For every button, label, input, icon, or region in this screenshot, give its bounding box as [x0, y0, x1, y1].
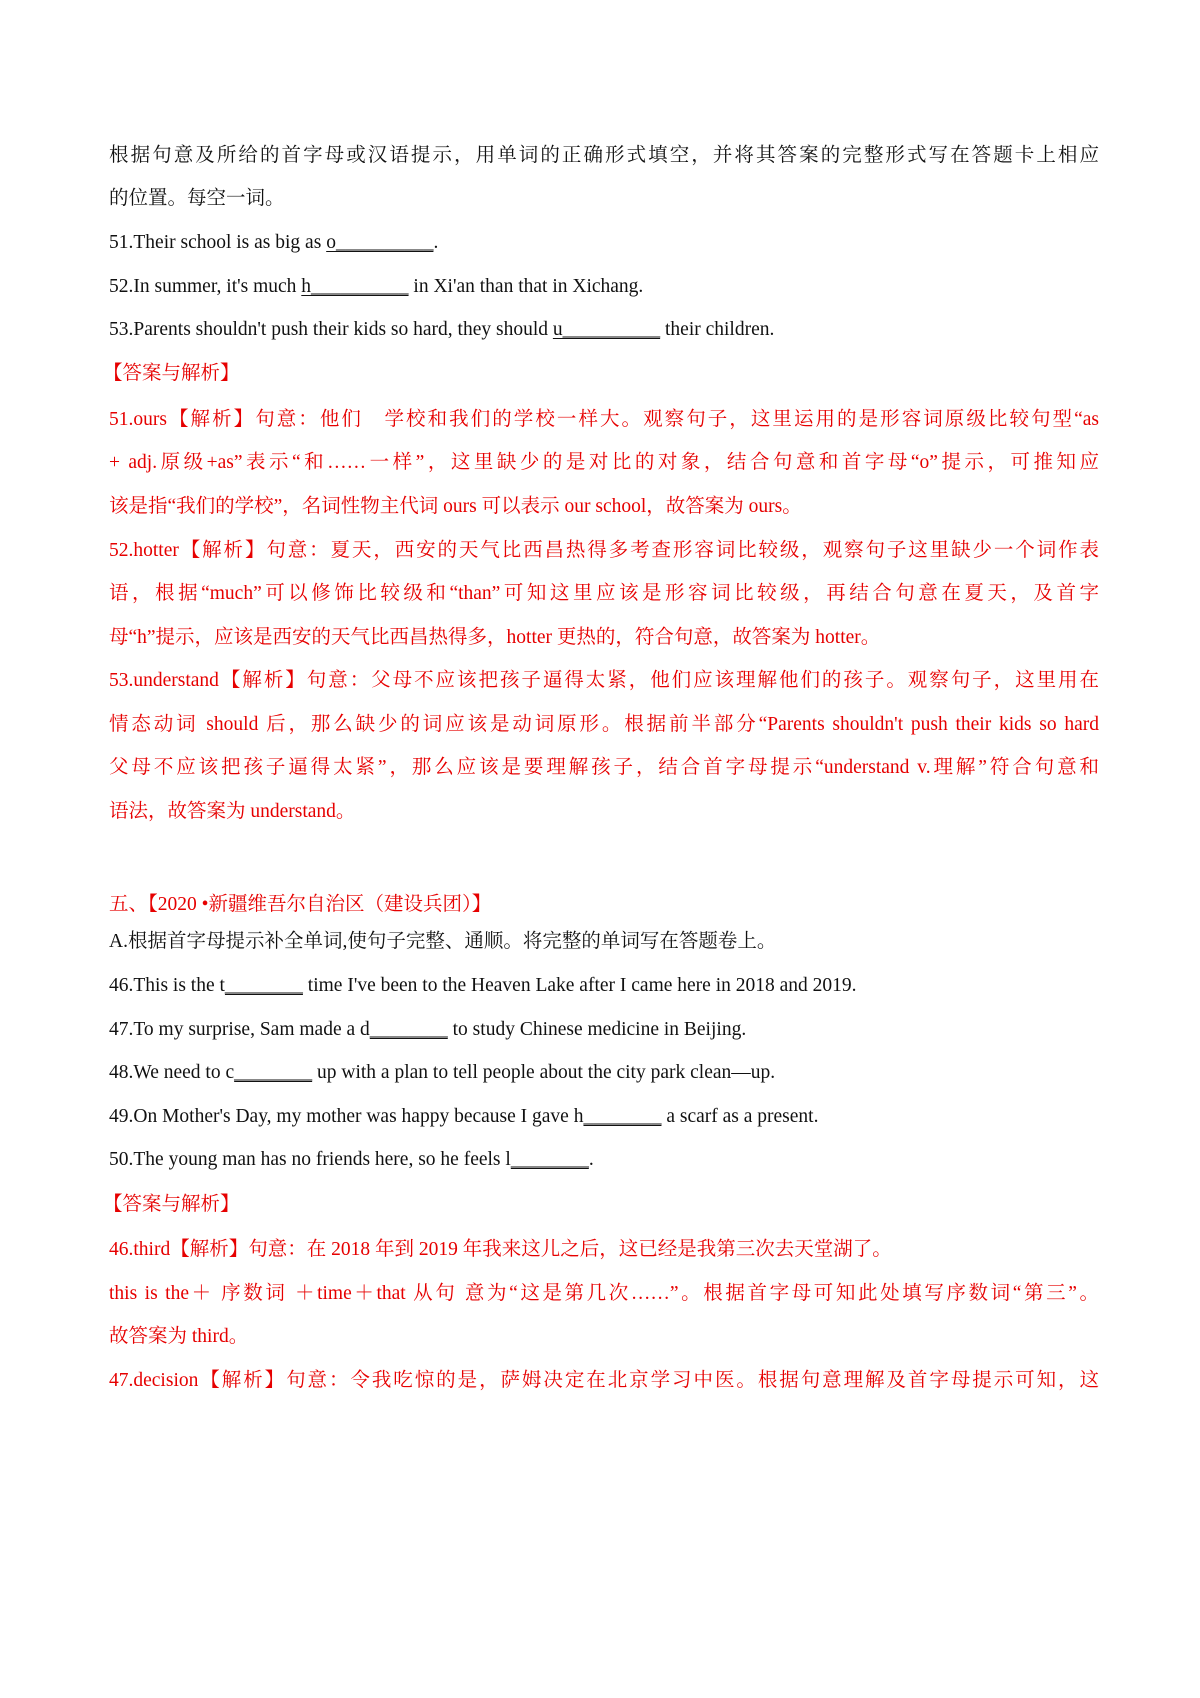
- question-text: a scarf as a present.: [661, 1106, 819, 1127]
- question-47: [109, 1016, 746, 1044]
- answer-46-line: this is the＋ 序数词 ＋time＋that 从句 意为“这是第几次……”。根据首字母可知此处填写序数词“第三”。: [109, 1283, 1099, 1304]
- question-text: in Xi'an than that in Xichang.: [408, 276, 644, 297]
- instruction-line: A.根据首字母提示补全单词,使句子完整、通顺。将完整的单词写在答题卷上。: [109, 931, 777, 952]
- answer-blank: h__________: [301, 276, 409, 297]
- answer-blank: u__________: [552, 319, 661, 340]
- answer-heading: 【答案与解析】: [103, 1194, 240, 1215]
- question-text: time I've been to the Heaven Lake after I came here in 2018 and 2019.: [302, 975, 857, 996]
- answer-blank: o__________: [326, 232, 434, 253]
- question-text: 50.The young man has no friends here, so he feels l: [109, 1149, 511, 1170]
- question-53: [109, 316, 774, 344]
- question-51: [109, 229, 438, 257]
- answer-51-line: + adj.原级+as”表示“和……一样”，这里缺少的是对比的对象，结合句意和首字母“o”提示，可推知应: [109, 452, 1099, 473]
- instruction-line: 根据句意及所给的首字母或汉语提示，用单词的正确形式填空，并将其答案的完整形式写在答题卡上相应: [109, 145, 1099, 166]
- answer-blank: ________: [234, 1062, 313, 1083]
- question-text: 52.In summer, it's much: [109, 276, 302, 297]
- answer-46-line: 故答案为 third。: [109, 1326, 249, 1347]
- answer-53-line: 53.understand【解析】句意：父母不应该把孩子逼得太紧，他们应该理解他们的孩子。观察句子，这里用在: [109, 670, 1099, 691]
- question-50: [109, 1146, 594, 1174]
- answer-53-line: 语法，故答案为 understand。: [109, 801, 356, 822]
- section-heading: 五、【2020 •新疆维吾尔自治区（建设兵团）】: [109, 894, 492, 915]
- answer-heading: 【答案与解析】: [103, 363, 240, 384]
- answer-46-line: 46.third【解析】句意：在 2018 年到 2019 年我来这儿之后，这已经是我第三次去天堂湖了。: [109, 1239, 892, 1260]
- question-text: 47.To my surprise, Sam made a d: [109, 1019, 370, 1040]
- question-text: their children.: [660, 319, 775, 340]
- question-text: to study Chinese medicine in Beijing.: [447, 1019, 747, 1040]
- answer-blank: ________: [224, 975, 303, 996]
- answer-53-line: 父母不应该把孩子逼得太紧”，那么应该是要理解孩子，结合首字母提示“understand v.理解”符合句意和: [109, 757, 1099, 778]
- answer-52-line: 母“h”提示，应该是西安的天气比西昌热得多，hotter 更热的，符合句意，故答案为 hotter。: [109, 627, 881, 648]
- question-49: [109, 1103, 818, 1131]
- question-text: .: [588, 1149, 594, 1170]
- question-text: up with a plan to tell people about the city park clean—up.: [312, 1062, 776, 1083]
- answer-47-line: 47.decision【解析】句意：令我吃惊的是，萨姆决定在北京学习中医。根据句意理解及首字母提示可知，这: [109, 1370, 1099, 1391]
- instruction-line: 的位置。每空一词。: [109, 188, 285, 209]
- question-text: 51.Their school is as big as: [109, 232, 327, 253]
- question-text: 48.We need to c: [109, 1062, 235, 1083]
- question-48: [109, 1059, 775, 1087]
- question-46: [109, 972, 857, 1000]
- answer-51-line: 该是指“我们的学校”，名词性物主代词 ours 可以表示 our school，故答案为 ours。: [109, 496, 802, 517]
- question-text: .: [433, 232, 439, 253]
- question-52: [109, 273, 643, 301]
- answer-51-line: 51.ours【解析】句意：他们 学校和我们的学校一样大。观察句子，这里运用的是形容词原级比较句型“as: [109, 409, 1099, 430]
- answer-blank: ________: [369, 1019, 448, 1040]
- answer-52-line: 52.hotter【解析】句意：夏天，西安的天气比西昌热得多考查形容词比较级，观察句子这里缺少一个词作表: [109, 540, 1099, 561]
- answer-52-line: 语，根据“much”可以修饰比较级和“than”可知这里应该是形容词比较级，再结合句意在夏天，及首字: [109, 583, 1099, 604]
- answer-53-line: 情态动词 should 后，那么缺少的词应该是动词原形。根据前半部分“Parents shouldn't push their kids so hard: [109, 714, 1099, 735]
- question-text: 53.Parents shouldn't push their kids so hard, they should: [109, 319, 553, 340]
- question-text: 49.On Mother's Day, my mother was happy because I gave h: [109, 1106, 584, 1127]
- answer-blank: ________: [583, 1106, 662, 1127]
- question-text: 46.This is the t: [109, 975, 225, 996]
- answer-blank: ________: [510, 1149, 589, 1170]
